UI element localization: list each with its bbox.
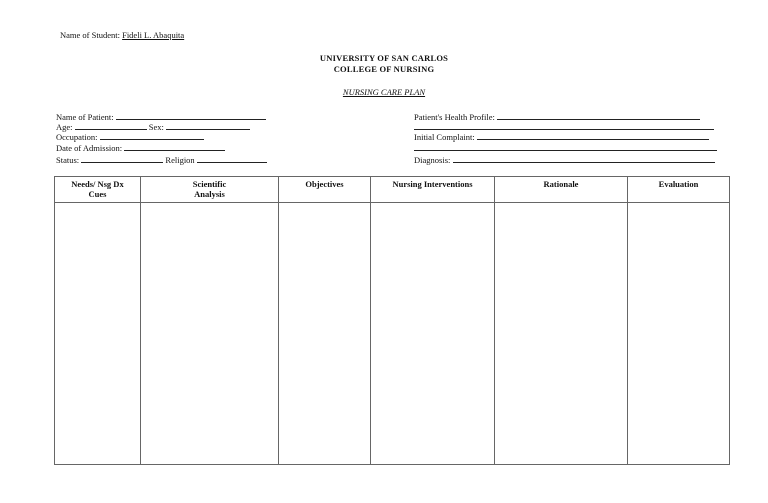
- health-profile-label: Patient's Health Profile:: [414, 112, 495, 122]
- rationale-cell[interactable]: [495, 203, 628, 465]
- diagnosis-field: [414, 155, 715, 165]
- care-plan-table: [54, 176, 730, 465]
- interventions-cell[interactable]: [371, 203, 495, 465]
- initial-complaint-field: [414, 132, 709, 142]
- diagnosis-label: Diagnosis:: [414, 155, 451, 165]
- sex-blank: [166, 122, 250, 130]
- col-rationale-header: Rationale: [495, 177, 628, 203]
- admission-field: [56, 143, 225, 153]
- status-blank: [81, 155, 163, 163]
- religion-label: Religion: [165, 155, 195, 165]
- health-profile-blank: [497, 112, 700, 120]
- age-label: Age:: [56, 122, 73, 132]
- health-profile-blank-2: [414, 122, 714, 132]
- student-line: [60, 30, 184, 40]
- table-header-row: [55, 177, 730, 203]
- college-title: COLLEGE OF NURSING: [333, 64, 435, 74]
- patient-name-label: Name of Patient:: [56, 112, 114, 122]
- col-objectives-header: Objectives: [279, 177, 371, 203]
- admission-blank: [124, 143, 225, 151]
- needs-cell[interactable]: [55, 203, 141, 465]
- occupation-label: Occupation:: [56, 132, 98, 142]
- diagnosis-blank: [453, 155, 715, 163]
- student-name: Fideli L. Abaquita: [122, 30, 185, 40]
- document-title: NURSING CARE PLAN: [342, 87, 426, 97]
- occupation-blank: [100, 132, 204, 140]
- col-needs-header: Needs/ Nsg Dx Cues: [55, 177, 141, 203]
- patient-name-field: [56, 112, 266, 122]
- patient-name-blank: [116, 112, 266, 120]
- age-blank: [75, 122, 147, 130]
- university-title: UNIVERSITY OF SAN CARLOS: [319, 53, 449, 63]
- col-evaluation-header: Evaluation: [628, 177, 730, 203]
- col-interventions-header: Nursing Interventions: [371, 177, 495, 203]
- initial-complaint-blank: [477, 132, 709, 140]
- evaluation-cell[interactable]: [628, 203, 730, 465]
- initial-complaint-blank-2: [414, 143, 717, 153]
- admission-label: Date of Admission:: [56, 143, 123, 153]
- initial-complaint-label: Initial Complaint:: [414, 132, 475, 142]
- age-sex-field: [56, 122, 250, 132]
- religion-blank: [197, 155, 267, 163]
- table-row: [55, 203, 730, 465]
- objectives-cell[interactable]: [279, 203, 371, 465]
- status-label: Status:: [56, 155, 80, 165]
- status-religion-field: [56, 155, 267, 165]
- occupation-field: [56, 132, 204, 142]
- col-analysis-header: Scientific Analysis: [141, 177, 279, 203]
- sex-label: Sex:: [148, 122, 164, 132]
- health-profile-field: [414, 112, 700, 122]
- analysis-cell[interactable]: [141, 203, 279, 465]
- student-label: Name of Student:: [60, 30, 120, 40]
